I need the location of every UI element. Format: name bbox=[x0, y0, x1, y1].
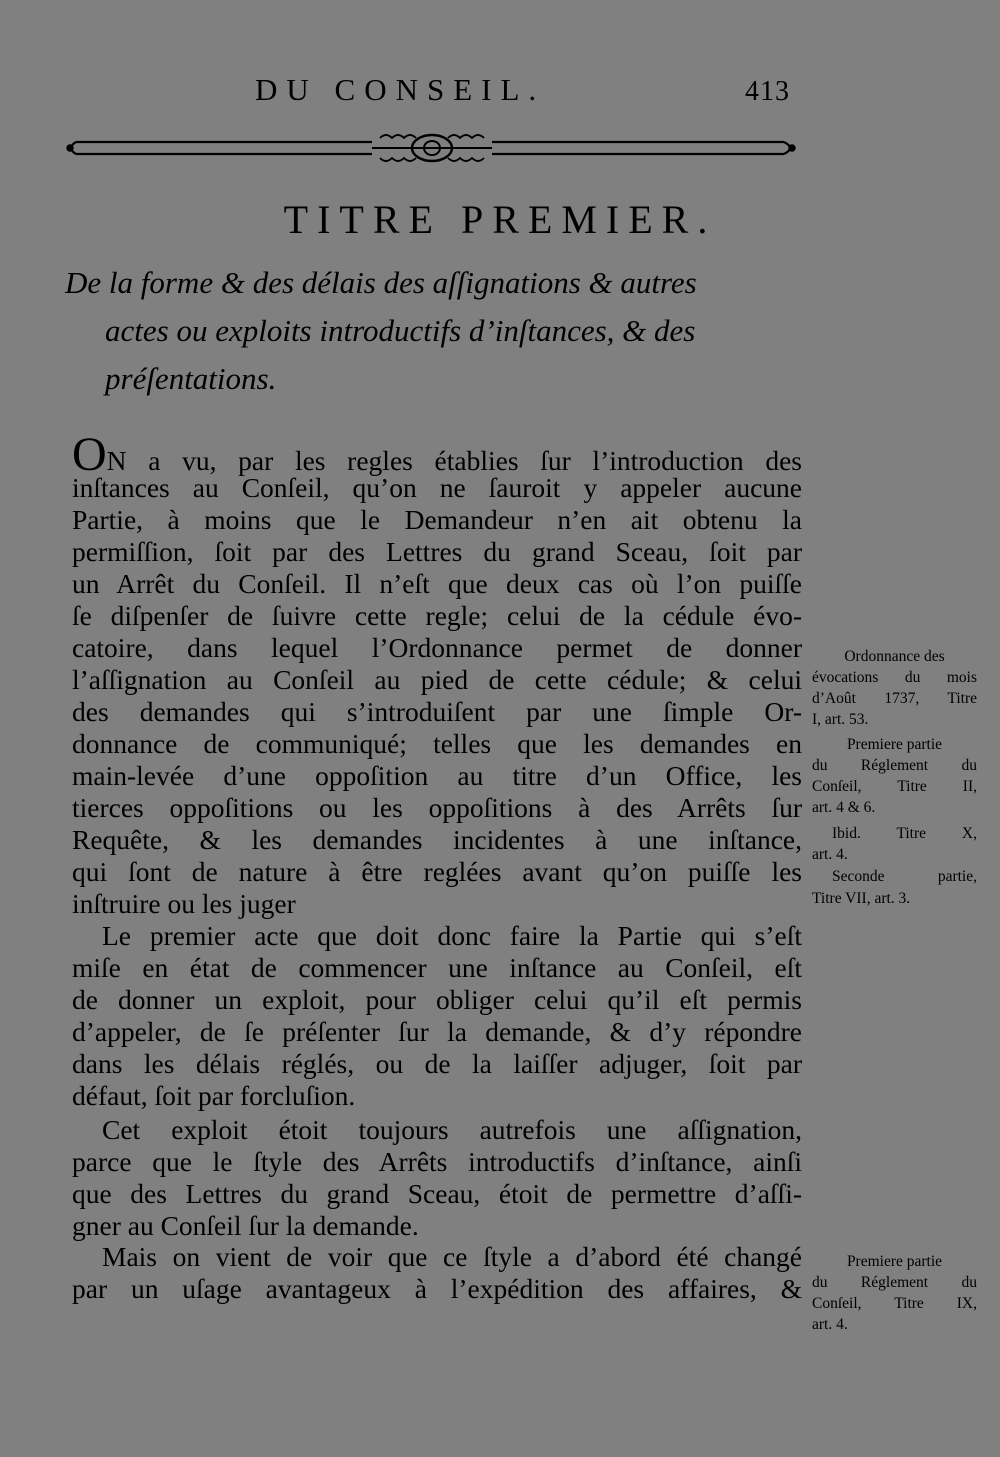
body-line bbox=[72, 428, 802, 481]
body-line: par un uſage avantageux à l’expédition des affaires, & bbox=[72, 1273, 802, 1304]
body-line: ſe diſpenſer de ſuivre cette regle; celui de la cédule évo- bbox=[72, 600, 802, 631]
body-line: donnance de communiqué; telles que les demandes en bbox=[72, 728, 802, 759]
subtitle-line: De la forme & des délais des aſſignations & autres bbox=[65, 265, 697, 300]
first-line-text: N a vu, par les regles établies ſur l’introduction des bbox=[106, 445, 802, 476]
body-line: catoire, dans lequel l’Ordonnance permet de donner bbox=[72, 632, 802, 663]
page-number: 413 bbox=[745, 76, 790, 107]
side-note-line: du Réglement du bbox=[812, 757, 977, 774]
side-note-line: évocations du mois bbox=[812, 669, 977, 686]
body-line: que des Lettres du grand Sceau, étoit de permettre d’aſſi- bbox=[72, 1178, 802, 1209]
body-line: Cet exploit étoit toujours autrefois une aſſignation, bbox=[102, 1114, 802, 1145]
subtitle-line: actes ou exploits introductifs d’inſtances, & des bbox=[105, 313, 696, 348]
body-line: qui ſont de nature à être reglées avant qu’on puiſſe les bbox=[72, 856, 802, 887]
subtitle-line: préſentations. bbox=[105, 361, 277, 396]
body-line: miſe en état de commencer une inſtance au Conſeil, eſt bbox=[72, 952, 802, 983]
body-line: inſtances au Conſeil, qu’on ne ſauroit y appeler aucune bbox=[72, 472, 802, 503]
side-note-line: d’Août 1737, Titre bbox=[812, 690, 977, 707]
side-note-line: Conſeil, Titre IX, bbox=[812, 1295, 977, 1312]
body-line: Le premier acte que doit donc faire la Partie qui s’eſt bbox=[102, 920, 802, 951]
side-note-line: du Réglement du bbox=[812, 1274, 977, 1291]
side-note-line: art. 4. bbox=[812, 846, 848, 863]
body-line: défaut, ſoit par forcluſion. bbox=[72, 1080, 356, 1111]
ornament-rule bbox=[62, 128, 802, 168]
side-note-line: Conſeil, Titre II, bbox=[812, 778, 977, 795]
side-note-line: Seconde partie, bbox=[832, 868, 977, 885]
side-note-line: Titre VII, art. 3. bbox=[812, 890, 911, 907]
body-line: tierces oppoſitions ou les oppoſitions à des Arrêts ſur bbox=[72, 792, 802, 823]
side-note-line: I, art. 53. bbox=[812, 711, 869, 728]
body-line: parce que le ſtyle des Arrêts introductifs d’inſtance, ainſi bbox=[72, 1146, 802, 1177]
body-line: un Arrêt du Conſeil. Il n’eſt que deux cas où l’on puiſſe bbox=[72, 568, 802, 599]
body-line: Requête, & les demandes incidentes à une inſtance, bbox=[72, 824, 802, 855]
chapter-title: TITRE PREMIER. bbox=[283, 197, 717, 242]
body-line: gner au Conſeil ſur la demande. bbox=[72, 1210, 419, 1241]
body-line: de donner un exploit, pour obliger celui qu’il eſt permis bbox=[72, 984, 802, 1015]
side-note-line: art. 4. bbox=[812, 1316, 848, 1333]
body-line: main-levée d’une oppoſition au titre d’un Office, les bbox=[72, 760, 802, 791]
side-note-line: Ibid. Titre X, bbox=[832, 825, 977, 842]
body-line: permiſſion, ſoit par des Lettres du grand Sceau, ſoit par bbox=[72, 536, 802, 567]
running-head: DU CONSEIL. bbox=[255, 72, 546, 107]
side-note-line: Premiere partie bbox=[846, 736, 943, 753]
body-line: l’aſſignation au Conſeil au pied de cette cédule; & celui bbox=[72, 664, 802, 695]
drop-cap: O bbox=[72, 428, 107, 481]
side-note-line: Premiere partie bbox=[846, 1253, 943, 1270]
body-line: Mais on vient de voir que ce ſtyle a d’abord été changé bbox=[102, 1241, 802, 1272]
body-line: dans les délais réglés, ou de la laiſſer adjuger, ſoit par bbox=[72, 1048, 802, 1079]
side-note-line: art. 4 & 6. bbox=[812, 799, 876, 816]
body-line: des demandes qui s’introduiſent par une ſimple Or- bbox=[72, 696, 802, 727]
body-line: inſtruire ou les juger bbox=[72, 888, 296, 919]
body-line: d’appeler, de ſe préſenter ſur la demande, & d’y répondre bbox=[72, 1016, 802, 1047]
body-line: Partie, à moins que le Demandeur n’en ait obtenu la bbox=[72, 504, 802, 535]
side-note-line: Ordonnance des bbox=[844, 648, 945, 665]
